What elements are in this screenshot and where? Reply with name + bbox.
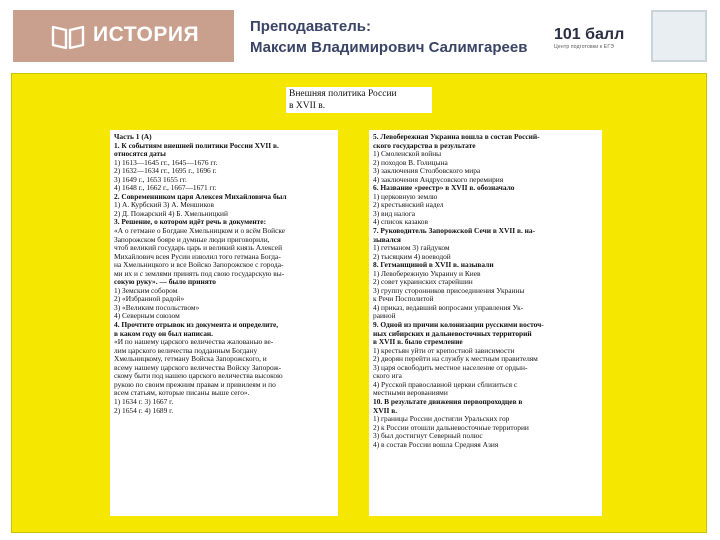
- teacher-label: Преподаватель:: [250, 18, 371, 35]
- worksheet-page-right: [369, 130, 602, 516]
- worksheet-line: 2) тысяцким 4) воеводой: [373, 251, 451, 261]
- worksheet-line: всему нашему царского величества Войску Запорож-: [114, 362, 282, 372]
- worksheet-line: 3) заключения Столбовского мира: [373, 166, 481, 176]
- worksheet-line: 1) гетманом 3) гайдуком: [373, 243, 450, 253]
- worksheet-line: «А о гетмане о Богдане Хмельницком и о всём Войске: [114, 226, 286, 236]
- worksheet-line: Часть 1 (А): [114, 132, 152, 141]
- worksheet-line: 1) 1613—1645 гг., 1645—1676 гг.: [114, 157, 218, 167]
- subject-title: ИСТОРИЯ: [93, 23, 200, 46]
- worksheet-line: в XVII в. было стремление: [373, 337, 463, 347]
- worksheet-line: 4) список казаков: [373, 217, 428, 227]
- worksheet-line: 3) был достигнут Северный полюс: [373, 431, 483, 441]
- worksheet-line: 3) 1649 г., 1653 1655 гг.: [114, 174, 187, 184]
- worksheet-line: 1) Земским собором: [114, 285, 178, 295]
- worksheet-line: 3. Решение, о котором идёт речь в документе:: [114, 217, 267, 227]
- worksheet-line: 4) Северным союзом: [114, 311, 180, 321]
- worksheet-line: всем статьям, которые писаны выше сего».: [114, 388, 250, 398]
- worksheet-line: на Хмельницкого и все Войско Запорожское с города-: [114, 260, 284, 270]
- worksheet-line: раиной: [373, 311, 396, 321]
- worksheet-line: 4. Прочтите отрывок из документа и определите,: [114, 320, 279, 330]
- worksheet-line: ных сибирских и дальневосточных территорий: [373, 328, 532, 338]
- worksheet-line: к Речи Посполитой: [373, 294, 434, 304]
- worksheet-line: 4) в состав России вошла Средняя Азия: [373, 439, 499, 449]
- worksheet-line: 2) походов В. Голицына: [373, 157, 448, 167]
- worksheet-line: 2) 1654 г. 4) 1689 г.: [114, 405, 174, 415]
- worksheet-line: 1) церковную землю: [373, 191, 438, 201]
- worksheet-line: 2) дворян перейти на службу к местным правителям: [373, 354, 538, 364]
- slide-title-line-1: Внешняя политика России: [289, 89, 397, 99]
- worksheet-line: скому быти под нашею царского величества высокою: [114, 371, 283, 381]
- worksheet-line: 2) 1632—1634 гг., 1695 г., 1696 г.: [114, 166, 217, 176]
- worksheet-line: 8. Гетманщиной в XVII в. называли: [373, 260, 494, 270]
- worksheet-line: 1) А. Курбский 3) А. Меншиков: [114, 200, 214, 210]
- logo-text: 101 балл: [554, 26, 625, 43]
- worksheet-line: 9. Одной из причин колонизации русскими восточ-: [373, 320, 544, 330]
- thumbnail-card: [651, 10, 707, 62]
- worksheet-line: 1) Левобережную Украину и Киев: [373, 268, 481, 278]
- worksheet-line: 2) к России отошли дальневосточные территории: [373, 422, 529, 432]
- worksheet-line: 2) крестьянский надел: [373, 200, 444, 210]
- worksheet-line: 1) Смоленской войны: [373, 149, 442, 159]
- worksheet-line: 1) 1634 г. 3) 1667 г.: [114, 396, 174, 406]
- worksheet-line: рукою по своим прежним правам и привилеям и по: [114, 379, 276, 389]
- worksheet-line: в каком году он был написан.: [114, 328, 214, 338]
- worksheet-line: 4) 1648 г., 1662 г., 1667—1671 гг.: [114, 183, 217, 193]
- worksheet-line: ского государства в результате: [373, 140, 476, 150]
- worksheet-line: чтоб великий государь царь и великий князь Алексей: [114, 243, 283, 253]
- worksheet-line: XVII в.: [373, 405, 398, 415]
- worksheet-line: 2) «Избранной радой»: [114, 294, 185, 304]
- worksheet-line: «И по нашему царского величества жалованью ве-: [114, 337, 274, 347]
- worksheet-line: 6. Название «реестр» в XVII в. обозначало: [373, 183, 515, 193]
- worksheet-line: 1) крестьян уйти от крепостной зависимости: [373, 345, 515, 355]
- worksheet-line: 3) вид налога: [373, 208, 416, 218]
- worksheet-line: сокую руку». — было принято: [114, 277, 216, 287]
- slide-title-line-2: в XVII в.: [289, 101, 326, 111]
- worksheet-line: 2. Современником царя Алексея Михайловича был: [114, 191, 287, 201]
- worksheet-line: зывался: [373, 234, 401, 244]
- worksheet-line: Хмельницкому, гетману Войска Запорожского, и: [114, 354, 267, 364]
- worksheet-line: Запорожском бояре и думные люди приговорили,: [114, 234, 270, 244]
- worksheet-line: 2) Д. Пожарский 4) Б. Хмельницкий: [114, 208, 228, 218]
- worksheet-line: ского ига: [373, 371, 402, 381]
- header-bar: [0, 0, 720, 72]
- worksheet-line: 4) Русской православной церкви сблизиться с: [373, 379, 518, 389]
- worksheet-line: 4) заключения Андрусовского перемирия: [373, 174, 504, 184]
- worksheet-line: 2) совет украинских старейшин: [373, 277, 473, 287]
- worksheet-line: местными верованиями: [373, 388, 448, 398]
- worksheet-line: Михайлович всея Русии изволил того гетмана Богда-: [114, 251, 281, 261]
- worksheet-line: 10. В результате движения первопроходцев в: [373, 396, 523, 406]
- worksheet-line: 5. Левобережная Украина вошла в состав Россий-: [373, 132, 540, 141]
- worksheet-line: 4) приказ, ведавший вопросами управления Ук-: [373, 302, 524, 312]
- center-logo: [554, 26, 624, 50]
- worksheet-line: 3) царя освободить местное население от ордын-: [373, 362, 528, 372]
- worksheet-line: лим царского величества подданным Богдану: [114, 345, 258, 355]
- worksheet-line: 1) границы России достигли Уральских гор: [373, 414, 510, 424]
- teacher-name: Максим Владимирович Салимгареев: [250, 39, 528, 56]
- worksheet-line: 3) «Великим посольством»: [114, 302, 200, 312]
- logo-subtitle: Центр подготовки к ЕГЭ: [554, 44, 615, 50]
- worksheet-line: 1. К событиям внешней политики России XVII в.: [114, 140, 279, 150]
- worksheet-page-left: [110, 130, 338, 516]
- worksheet-line: ми их и с землями принять под свою государскую вы-: [114, 268, 285, 278]
- teacher-info: [250, 16, 527, 58]
- slide-title: [286, 87, 432, 113]
- worksheet-line: 3) группу сторонников присоединения Украины: [373, 285, 525, 295]
- book-icon: [51, 24, 85, 50]
- brand-banner: [13, 10, 234, 62]
- worksheet-line: 7. Руководитель Запорожской Сечи в XVII в. на-: [373, 226, 536, 236]
- worksheet-line: относятся даты: [114, 149, 166, 159]
